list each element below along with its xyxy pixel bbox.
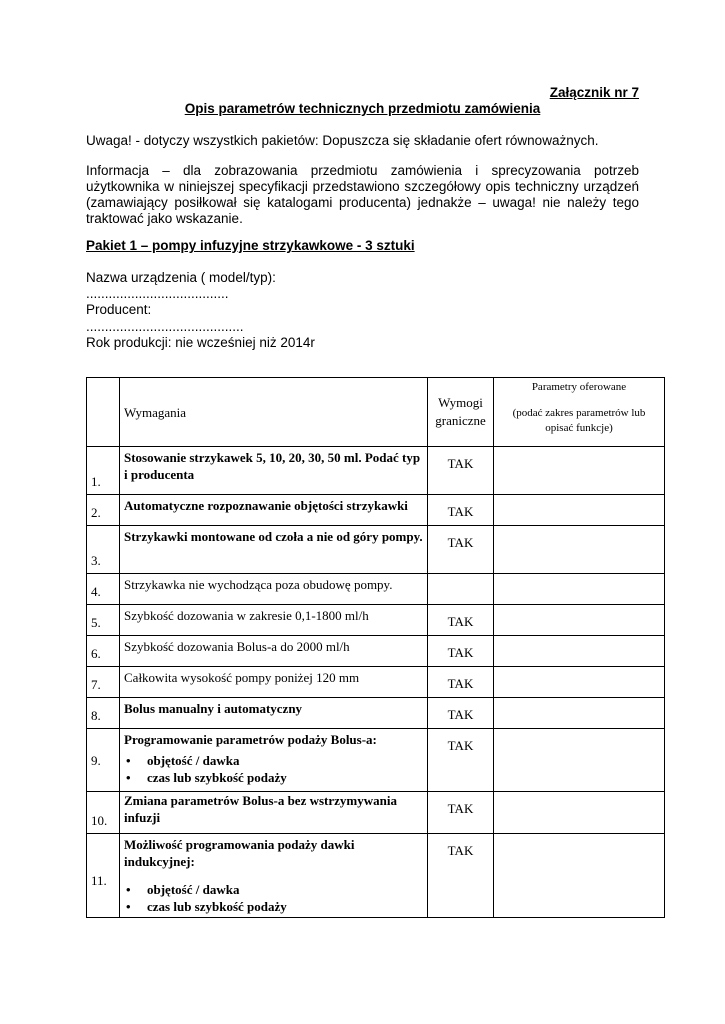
row-requirement-text: Możliwość programowania podaży dawki indukcyjnej: [124,837,355,869]
table-row [87,605,665,636]
row-requirement-text: Programowanie parametrów podaży Bolus-a: [124,732,377,747]
list-item: • objętość / dawka [124,881,423,898]
row-number: 8. [87,698,120,729]
row-limit: TAK [428,447,494,495]
header-requirements: Wymagania [120,378,428,447]
row-offered-field[interactable] [494,574,665,605]
row-offered-field[interactable] [494,729,665,792]
row-limit: TAK [428,605,494,636]
table-row [87,729,665,792]
row-offered-field[interactable] [494,698,665,729]
row-number: 6. [87,636,120,667]
document-title: Opis parametrów technicznych przedmiotu zamówienia [184,101,541,116]
header-offered-line1: Parametry oferowane [531,381,627,393]
row-number: 9. [87,729,120,792]
row-offered-field[interactable] [494,495,665,526]
row-offered-field[interactable] [494,447,665,495]
production-year: Rok produkcji: nie wcześniej niż 2014r [86,334,315,350]
row-number: 2. [87,495,120,526]
producer-dots: .......................................... [86,318,244,334]
row-offered-field[interactable] [494,792,665,834]
row-offered-field[interactable] [494,605,665,636]
row-requirement: Automatyczne rozpoznawanie objętości strzykawki [120,495,428,526]
notice-paragraph: Uwaga! - dotyczy wszystkich pakietów: Dopuszcza się składanie ofert równoważnych. [86,133,599,148]
row-limit: TAK [428,792,494,834]
row-requirement [120,834,428,918]
header-offered-parameters [494,378,665,447]
row-offered-field[interactable] [494,834,665,918]
row-limit: TAK [428,526,494,574]
table-row [87,667,665,698]
device-name-dots: ...................................... [86,286,229,302]
row-limit [428,574,494,605]
table-row [87,698,665,729]
header-offered-line3: opisać funkcje) [545,422,613,434]
header-limit-requirements [428,378,494,447]
row-requirement: Całkowita wysokość pompy poniżej 120 mm [120,667,428,698]
row-number: 11. [87,834,120,918]
table-row [87,447,665,495]
list-item: • czas lub szybkość podaży [124,769,423,786]
row-requirement: Bolus manualny i automatyczny [120,698,428,729]
row-offered-field[interactable] [494,526,665,574]
device-info [86,270,639,351]
row-requirement: Strzykawki montowane od czoła a nie od góry pompy. [120,526,428,574]
row-requirement: Szybkość dozowania w zakresie 0,1-1800 ml/h [120,605,428,636]
row-requirement: Strzykawka nie wychodząca poza obudowę pompy. [120,574,428,605]
row-number: 10. [87,792,120,834]
row-offered-field[interactable] [494,667,665,698]
row-limit: TAK [428,495,494,526]
row-number: 7. [87,667,120,698]
row-requirement [120,729,428,792]
table-row [87,834,665,918]
requirements-table [86,377,665,918]
producer-label: Producent: [86,302,152,318]
row-requirement: Szybkość dozowania Bolus-a do 2000 ml/h [120,636,428,667]
row-number: 1. [87,447,120,495]
package-title: Pakiet 1 – pompy infuzyjne strzykawkowe - 3 sztuki [86,238,415,253]
table-header-row [87,378,665,447]
row-limit: TAK [428,834,494,918]
list-item: • objętość / dawka [124,752,423,769]
row-number: 4. [87,574,120,605]
table-row [87,792,665,834]
device-name-label: Nazwa urządzenia ( model/typ): [86,270,276,285]
header-limit-line1: Wymogi [438,395,483,410]
row-number: 3. [87,526,120,574]
header-number-cell [87,378,120,447]
attachment-number: Załącznik nr 7 [549,85,639,100]
row-limit: TAK [428,729,494,792]
table-row [87,574,665,605]
row-requirement: Stosowanie strzykawek 5, 10, 20, 30, 50 ml. Podać typ i producenta [120,447,428,495]
row-limit: TAK [428,636,494,667]
row-requirement: Zmiana parametrów Bolus-a bez wstrzymywania infuzji [120,792,428,834]
row-number: 5. [87,605,120,636]
row-offered-field[interactable] [494,636,665,667]
table-row [87,495,665,526]
table-row [87,526,665,574]
row-limit: TAK [428,667,494,698]
row-limit: TAK [428,698,494,729]
list-item: • czas lub szybkość podaży [124,898,423,915]
information-paragraph: Informacja – dla zobrazowania przedmiotu zamówienia i sprecyzowania potrzeb użytkownika w niniejszej specyfikacji przedstawiono szczegółowy opis techniczny urządzeń (zamawiający posiłkował się katalogami producenta) jednakże – uwaga! nie należy tego traktować jako wskazanie. [86,163,639,226]
table-row [87,636,665,667]
header-limit-line2: graniczne [435,413,486,428]
header-offered-line2: (podać zakres parametrów lub [512,407,646,419]
